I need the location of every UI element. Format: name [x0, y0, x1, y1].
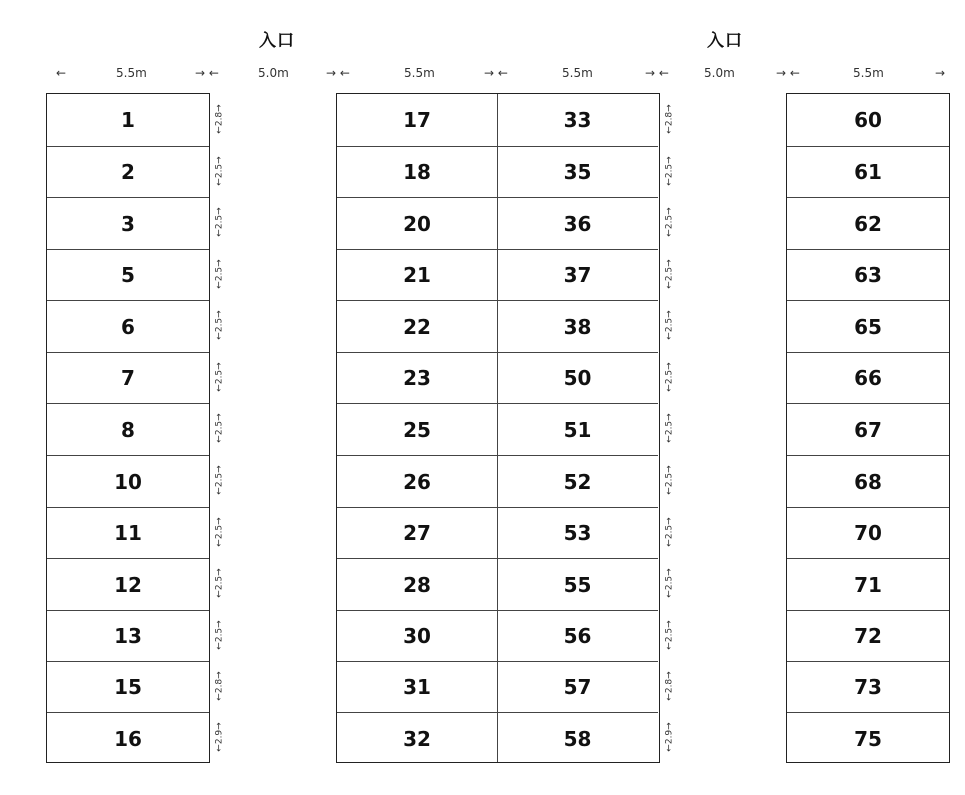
parking-space: 21 [337, 249, 497, 300]
space-width-text: ←2.8→ [665, 104, 675, 134]
parking-space: 52 [497, 455, 658, 507]
space-width-text: ←2.5→ [215, 310, 225, 340]
space-width-label [662, 93, 678, 145]
space-width-label [662, 660, 678, 711]
parking-space: 17 [403, 108, 431, 132]
parking-space: 26 [337, 455, 497, 507]
space-width-label [662, 145, 678, 196]
parking-space: 75 [787, 712, 949, 764]
dimension-arrow: → ← [776, 66, 800, 80]
parking-space: 31 [337, 661, 497, 712]
parking-space: 53 [497, 507, 658, 558]
space-width-label [212, 196, 228, 248]
parking-space: 38 [497, 300, 658, 352]
space-width-label [662, 351, 678, 402]
space-width-text: ←2.5→ [215, 465, 225, 495]
parking-space: 28 [337, 558, 497, 610]
space-width-text: ←2.5→ [665, 413, 675, 443]
space-width-label [662, 711, 678, 763]
space-width-label [212, 145, 228, 196]
dimension-arrow: ← [56, 66, 67, 80]
parking-space: 70 [787, 507, 949, 558]
parking-space: 20 [337, 197, 497, 249]
parking-column-left [46, 93, 210, 763]
parking-space: 51 [497, 403, 658, 455]
space-width-label [212, 609, 228, 660]
parking-space: 61 [787, 146, 949, 197]
parking-space: 7 [47, 352, 209, 403]
space-width-label [662, 557, 678, 609]
dimension-label: 5.5m [116, 66, 147, 80]
dimension-arrow: → ← [195, 66, 219, 80]
space-width-label [662, 402, 678, 454]
parking-space: 3 [47, 197, 209, 249]
space-width-label [212, 454, 228, 506]
parking-column-right [786, 93, 950, 763]
parking-space: 60 [854, 108, 882, 132]
entrance-label-1: 入口 [259, 31, 295, 51]
parking-space: 50 [497, 352, 658, 403]
parking-space: 2 [47, 146, 209, 197]
space-width-text: ←2.5→ [215, 258, 225, 289]
dimension-label: 5.5m [404, 66, 435, 80]
space-width-text: ←2.5→ [215, 207, 225, 237]
parking-space: 1 [121, 108, 135, 132]
space-width-label [212, 711, 228, 763]
parking-space: 55 [497, 558, 658, 610]
entrance-label-2: 入口 [707, 31, 743, 51]
space-width-label [662, 248, 678, 299]
space-width-text: ←2.5→ [665, 310, 675, 340]
parking-space: 12 [47, 558, 209, 610]
parking-space: 30 [337, 610, 497, 661]
parking-space: 63 [787, 249, 949, 300]
dimension-arrow: → ← [326, 66, 350, 80]
space-width-text: ←2.5→ [665, 568, 675, 598]
parking-space: 10 [47, 455, 209, 507]
space-width-text: ←2.9→ [665, 722, 675, 752]
parking-column-middle [336, 93, 660, 763]
parking-space: 13 [47, 610, 209, 661]
space-width-label [212, 93, 228, 145]
parking-space: 8 [47, 403, 209, 455]
parking-space: 15 [47, 661, 209, 712]
parking-space: 62 [787, 197, 949, 249]
parking-space: 58 [497, 712, 658, 764]
dimension-label: 5.0m [704, 66, 735, 80]
space-width-text: ←2.5→ [215, 516, 225, 547]
space-width-text: ←2.5→ [665, 361, 675, 392]
parking-space: 33 [563, 108, 592, 132]
dimension-label: 5.0m [258, 66, 289, 80]
parking-space: 73 [787, 661, 949, 712]
space-width-label [662, 299, 678, 351]
space-width-label [212, 248, 228, 299]
parking-space: 6 [47, 300, 209, 352]
parking-space: 65 [787, 300, 949, 352]
parking-space: 37 [497, 249, 658, 300]
dimension-label: 5.5m [853, 66, 884, 80]
space-width-text: ←2.5→ [665, 258, 675, 289]
space-width-label [212, 557, 228, 609]
space-width-label [212, 299, 228, 351]
space-width-label [662, 196, 678, 248]
space-width-label [212, 351, 228, 402]
space-width-text: ←2.9→ [215, 722, 225, 752]
dimension-arrow: → ← [645, 66, 669, 80]
space-width-label [212, 660, 228, 711]
parking-space: 22 [337, 300, 497, 352]
parking-space: 25 [337, 403, 497, 455]
parking-space: 72 [787, 610, 949, 661]
space-width-text: ←2.5→ [215, 568, 225, 598]
parking-space: 36 [497, 197, 658, 249]
parking-space: 11 [47, 507, 209, 558]
parking-space: 5 [47, 249, 209, 300]
space-width-label [212, 402, 228, 454]
space-width-text: ←2.5→ [215, 155, 225, 186]
space-width-label [662, 454, 678, 506]
space-width-text: ←2.8→ [665, 670, 675, 701]
space-width-label [212, 506, 228, 557]
space-width-label [662, 609, 678, 660]
space-width-text: ←2.5→ [215, 413, 225, 443]
parking-space: 16 [47, 712, 209, 764]
dimension-arrow: → [935, 66, 946, 80]
parking-space: 67 [787, 403, 949, 455]
space-width-text: ←2.5→ [665, 619, 675, 650]
parking-space: 71 [787, 558, 949, 610]
parking-space: 57 [497, 661, 658, 712]
space-width-label [662, 506, 678, 557]
parking-space: 35 [497, 146, 658, 197]
dimension-label: 5.5m [562, 66, 593, 80]
space-width-text: ←2.5→ [665, 155, 675, 186]
parking-space: 23 [337, 352, 497, 403]
parking-space: 66 [787, 352, 949, 403]
parking-space: 56 [497, 610, 658, 661]
parking-space: 68 [787, 455, 949, 507]
space-width-text: ←2.8→ [215, 104, 225, 134]
space-width-text: ←2.5→ [215, 361, 225, 392]
space-width-text: ←2.5→ [215, 619, 225, 650]
space-width-text: ←2.8→ [215, 670, 225, 701]
dimension-arrow: → ← [484, 66, 508, 80]
parking-space: 18 [337, 146, 497, 197]
parking-space: 32 [337, 712, 497, 764]
space-width-text: ←2.5→ [665, 207, 675, 237]
space-width-text: ←2.5→ [665, 465, 675, 495]
space-width-text: ←2.5→ [665, 516, 675, 547]
parking-space: 27 [337, 507, 497, 558]
